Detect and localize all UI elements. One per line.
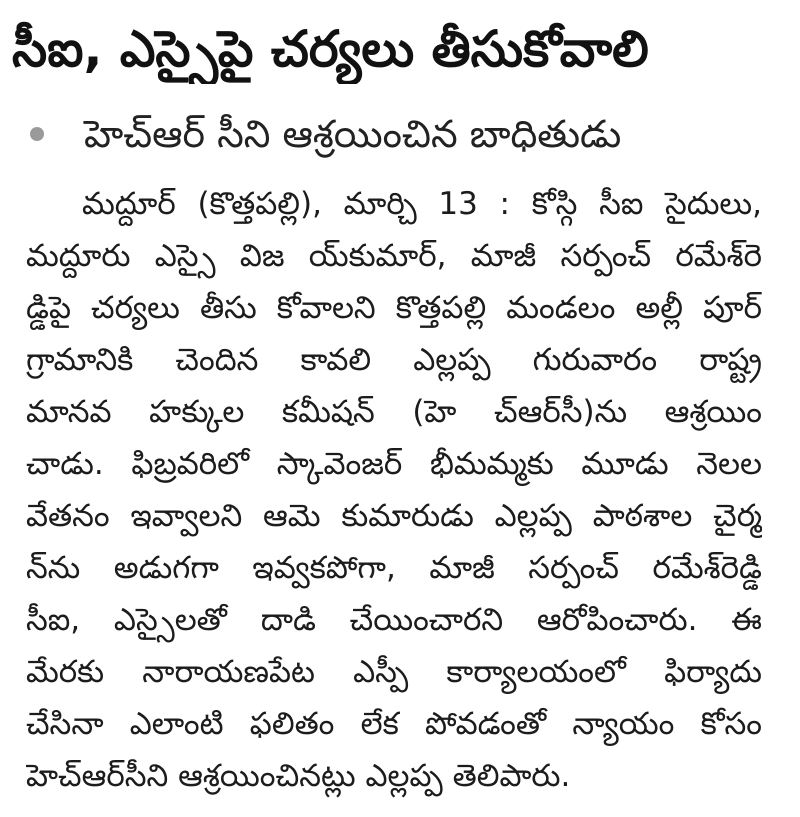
body-line: చేసినా ఎలాంటి ఫలితం లేక పోవడంతో న్యాయం కోసం xyxy=(26,706,762,742)
bullet-icon xyxy=(30,127,44,141)
article-body xyxy=(26,178,762,802)
headline: సీఐ, ఎస్సైపై చర్యలు తీసుకోవాలి xyxy=(12,20,649,78)
body-line: మద్దూర్‌ (కొత్తపల్లి), మార్చి 13 : కోస్గి సీఐ సైదులు, xyxy=(82,186,762,222)
body-line: డ్డిపై చర్యలు తీసు కోవాలని కొత్తపల్లి మండలం అల్లీ పూర్‌ xyxy=(26,290,762,326)
body-line: మద్దూరు ఎస్సై విజ య్‌కుమార్‌, మాజీ సర్పంచ్‌ రమేశ్‌రె xyxy=(26,238,762,274)
body-line: గ్రామానికి చెందిన కావలి ఎల్లప్ప గురువారం రాష్ట్ర xyxy=(26,342,762,378)
body-line: సీఐ, ఎస్సైలతో దాడి చేయించారని ఆరోపించారు. ఈ xyxy=(26,602,762,638)
subheadline xyxy=(30,106,790,162)
subheadline-text: హెచ్‌ఆర్‌ సీని ఆశ్రయించిన బాధితుడు xyxy=(84,112,622,156)
clipped-previous-line xyxy=(0,0,800,14)
body-line: మానవ హక్కుల కమీషన్‌ (హె చ్‌ఆర్‌సీ)ను ఆశ్రయిం xyxy=(26,394,762,430)
body-line: చాడు. ఫిబ్రవరిలో స్కావెంజర్‌ భీమమ్మకు మూడు నెలల xyxy=(26,446,762,482)
body-line: వేతనం ఇవ్వాలని ఆమె కుమారుడు ఎల్లప్ప పాఠశాల చైర్మ xyxy=(26,498,762,534)
body-line: మేరకు నారాయణపేట ఎస్పీ కార్యాలయంలో ఫిర్యాదు xyxy=(26,654,762,690)
body-line: న్‌ను అడుగగా ఇవ్వకపోగా, మాజీ సర్పంచ్‌ రమేశ్‌రెడ్డి xyxy=(26,550,762,586)
body-line: హెచ్‌ఆర్‌సీని ఆశ్రయించినట్లు ఎల్లప్ప తెలిపారు. xyxy=(26,758,571,794)
